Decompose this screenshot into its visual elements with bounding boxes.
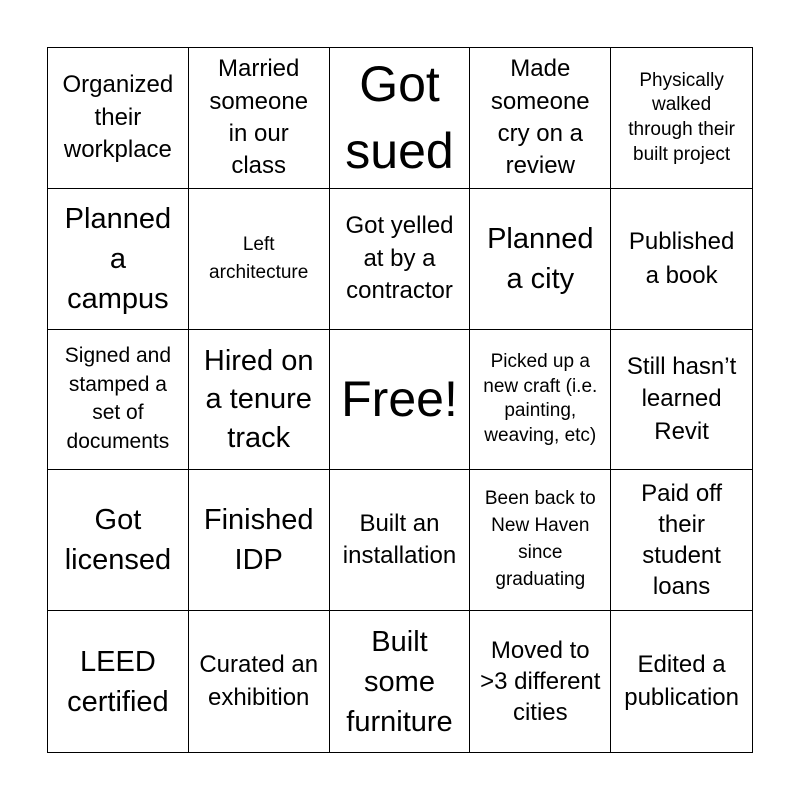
bingo-cell[interactable] — [470, 189, 611, 330]
cell-text: Paid off their student loans — [641, 479, 723, 601]
bingo-cell[interactable] — [470, 330, 611, 471]
cell-text: Curated an exhibition — [199, 651, 319, 711]
bingo-cell[interactable] — [48, 470, 189, 611]
cell-text: Built an installation — [342, 509, 457, 570]
bingo-cell[interactable] — [470, 48, 611, 189]
cell-text: Picked up a new craft (i.e. painting, weaving, etc) — [483, 351, 598, 447]
cell-text: Physically walked through their built project — [628, 69, 735, 165]
bingo-cell[interactable] — [470, 611, 611, 752]
cell-text: Left architecture — [209, 234, 309, 283]
bingo-cell[interactable] — [470, 470, 611, 611]
bingo-cell[interactable] — [611, 189, 752, 330]
bingo-cell[interactable] — [48, 330, 189, 471]
bingo-cell[interactable] — [189, 48, 330, 189]
bingo-cell[interactable] — [611, 611, 752, 752]
bingo-cell[interactable] — [330, 189, 471, 330]
bingo-cell[interactable] — [611, 330, 752, 471]
bingo-cell[interactable] — [189, 189, 330, 330]
cell-text: Published a book — [628, 227, 735, 289]
bingo-cell[interactable] — [330, 48, 471, 189]
cell-text: Moved to >3 different cities — [480, 636, 601, 727]
cell-text: Got licensed — [64, 504, 172, 577]
bingo-cell[interactable] — [611, 470, 752, 611]
cell-text: Hired on a tenure track — [203, 344, 314, 454]
cell-text: Got sued — [345, 56, 454, 179]
cell-text: Got yelled at by a contractor — [345, 212, 454, 304]
cell-text: Planned a city — [487, 222, 594, 295]
bingo-cell[interactable] — [189, 330, 330, 471]
cell-text: Finished IDP — [203, 504, 314, 577]
cell-text: Edited a publication — [624, 651, 739, 711]
cell-text: Built some furniture — [346, 625, 453, 738]
cell-text: Planned a campus — [64, 202, 172, 315]
bingo-cell[interactable] — [330, 611, 471, 752]
bingo-cell[interactable] — [189, 470, 330, 611]
bingo-cell[interactable] — [330, 330, 471, 471]
bingo-cell[interactable] — [330, 470, 471, 611]
cell-text: Organized their workplace — [62, 71, 174, 164]
bingo-board — [47, 47, 753, 753]
bingo-cell[interactable] — [48, 48, 189, 189]
bingo-cell[interactable] — [48, 611, 189, 752]
cell-text: Made someone cry on a review — [490, 55, 590, 180]
cell-text: LEED certified — [67, 645, 169, 718]
cell-text: Been back to New Haven since graduating — [484, 488, 596, 591]
cell-text: Still hasn’t learned Revit — [626, 352, 737, 445]
bingo-cell[interactable] — [611, 48, 752, 189]
bingo-cell[interactable] — [48, 189, 189, 330]
bingo-cell[interactable] — [189, 611, 330, 752]
cell-text: Married someone in our class — [209, 55, 309, 180]
cell-text: Free! — [341, 371, 458, 428]
cell-text: Signed and stamped a set of documents — [64, 343, 172, 454]
